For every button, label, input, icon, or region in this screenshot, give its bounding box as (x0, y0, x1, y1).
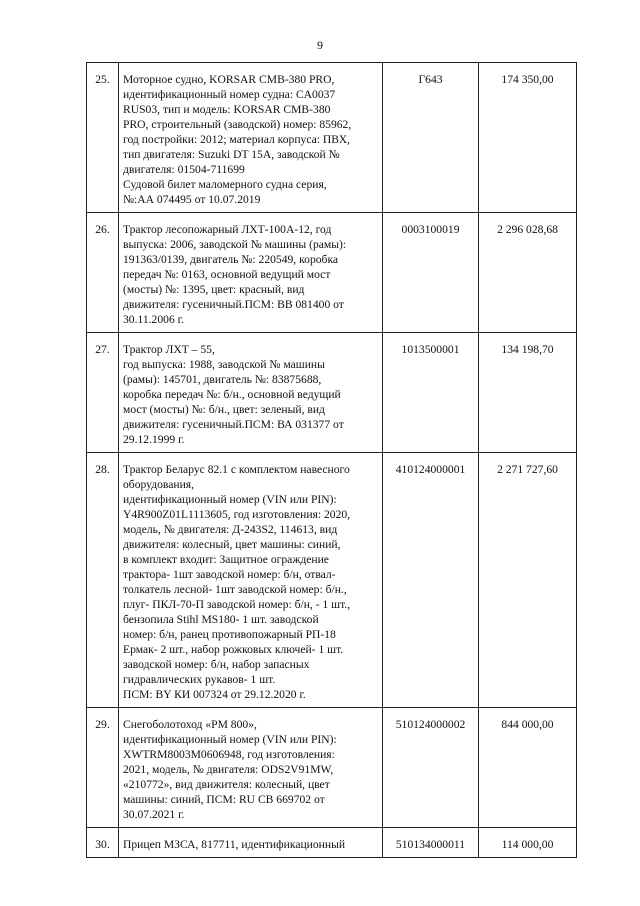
item-value: 134 198,70 (479, 333, 577, 453)
description-line: плуг- ПКЛ-70-П заводской номер: б/н, - 1 шт., (123, 598, 351, 611)
description-line: мост (мосты) №: б/н., цвет: зеленый, вид (123, 403, 325, 416)
description-line: Трактор ЛХТ – 55, (123, 343, 215, 356)
row-number: 28. (87, 453, 119, 708)
description-line: 2021, модель, № двигателя: ODS2V91MW, (123, 763, 334, 776)
item-value: 114 000,00 (479, 828, 577, 858)
item-value: 2 296 028,68 (479, 213, 577, 333)
description-line: двигателя: 01504-711699 (123, 163, 245, 176)
description-line: коробка передач №: б/н., основной ведущий (123, 388, 341, 401)
description-line: трактора- 1шт заводской номер: б/н, отвал- (123, 568, 336, 581)
item-description (119, 828, 383, 858)
table-row (87, 453, 577, 708)
item-value: 2 271 727,60 (479, 453, 577, 708)
description-line: RUS03, тип и модель: KORSAR CMB-380 (123, 103, 331, 116)
description-line: XWTRM8003M0606948, год изготовления: (123, 748, 335, 761)
description-line: год постройки: 2012; материал корпуса: ПВХ, (123, 133, 350, 146)
description-line: Судовой билет маломерного судна серия, (123, 178, 327, 191)
description-line: 30.11.2006 г. (123, 313, 184, 326)
row-number: 30. (87, 828, 119, 858)
item-value: 174 350,00 (479, 63, 577, 213)
description-line: тип двигателя: Suzuki DT 15A, заводской № (123, 148, 340, 161)
description-line: 191363/0139, двигатель №: 220549, коробка (123, 253, 339, 266)
description-line: «210772», вид движителя: колесный, цвет (123, 778, 330, 791)
description-line: движителя: колесный, цвет машины: синий, (123, 538, 341, 551)
description-line: идентификационный номер (VIN или PIN): (123, 733, 337, 746)
item-description (119, 333, 383, 453)
description-line: передач №: 0163, основной ведущий мост (123, 268, 331, 281)
row-number: 25. (87, 63, 119, 213)
row-number: 27. (87, 333, 119, 453)
description-line: Y4R900Z01L1113605, год изготовления: 2020, (123, 508, 351, 521)
table-row (87, 333, 577, 453)
inventory-code: 510124000002 (383, 708, 479, 828)
table-row (87, 63, 577, 213)
description-line: Трактор Беларус 82.1 с комплектом навесного (123, 463, 350, 476)
description-line: движителя: гусеничный.ПСМ: ВВ 081400 от (123, 298, 344, 311)
description-line: год выпуска: 1988, заводской № машины (123, 358, 325, 371)
inventory-code: 0003100019 (383, 213, 479, 333)
description-line: в комплект входит: Защитное ограждение (123, 553, 329, 566)
item-value: 844 000,00 (479, 708, 577, 828)
description-line: идентификационный номер (VIN или PIN): (123, 493, 337, 506)
row-number: 26. (87, 213, 119, 333)
description-line: (мосты) №: 1395, цвет: красный, вид (123, 283, 305, 296)
description-line: PRO, строительный (заводской) номер: 85962, (123, 118, 352, 131)
description-line: Трактор лесопожарный ЛХТ-100А-12, год (123, 223, 332, 236)
table-row (87, 708, 577, 828)
description-line: машины: синий, ПСМ: RU СВ 669702 от (123, 793, 325, 806)
description-line: модель, № двигателя: Д-243S2, 114613, вид (123, 523, 338, 536)
description-line: заводской номер: б/н, набор запасных (123, 658, 310, 671)
description-line: Моторное судно, KORSAR CMB-380 PRO, (123, 73, 335, 86)
description-line: идентификационный номер судна: CA0037 (123, 88, 336, 101)
description-line: оборудования, (123, 478, 195, 491)
description-line: номер: б/н, ранец противопожарный РП-18 (123, 628, 336, 641)
description-line: ПСМ: BY КИ 007324 от 29.12.2020 г. (123, 688, 306, 701)
item-description (119, 708, 383, 828)
description-line: бензопила Stihl MS180- 1 шт. заводской (123, 613, 319, 626)
item-description (119, 213, 383, 333)
description-line: (рамы): 145701, двигатель №: 83875688, (123, 373, 322, 386)
description-line: движителя: гусеничный.ПСМ: ВА 031377 от (123, 418, 344, 431)
item-description (119, 63, 383, 213)
page-number: 9 (317, 38, 323, 52)
description-line: гидравлических рукавов- 1 шт. (123, 673, 276, 686)
description-line: Ермак- 2 шт., набор рожковых ключей- 1 шт. (123, 643, 344, 656)
description-line: Прицеп МЗСА, 817711, идентификационный (123, 838, 346, 851)
inventory-code: 1013500001 (383, 333, 479, 453)
description-line: №:АА 074495 от 10.07.2019 (123, 193, 261, 206)
description-line: 30.07.2021 г. (123, 808, 185, 821)
description-line: толкатель лесной- 1шт заводской номер: б/н., (123, 583, 347, 596)
table-body (87, 63, 577, 858)
description-line: Снегоболотоход «PM 800», (123, 718, 257, 731)
description-line: 29.12.1999 г. (123, 433, 185, 446)
inventory-table (86, 62, 577, 858)
table-row (87, 828, 577, 858)
table-row (87, 213, 577, 333)
description-line: выпуска: 2006, заводской № машины (рамы): (123, 238, 347, 251)
item-description (119, 453, 383, 708)
inventory-code: Г643 (383, 63, 479, 213)
row-number: 29. (87, 708, 119, 828)
inventory-code: 510134000011 (383, 828, 479, 858)
inventory-code: 410124000001 (383, 453, 479, 708)
